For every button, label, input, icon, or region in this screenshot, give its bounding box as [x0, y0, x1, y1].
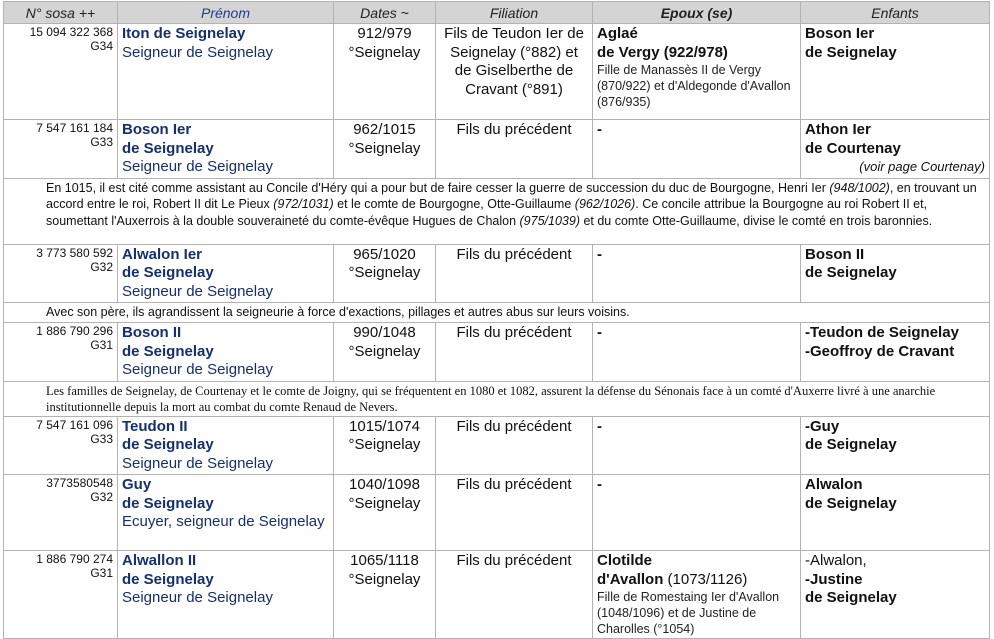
generation: G33	[90, 135, 113, 149]
person-name-2: de Seignelay	[122, 436, 214, 453]
spouse-cell	[593, 475, 801, 551]
person-name: Guy	[122, 476, 152, 493]
child-name: de Seignelay	[805, 436, 897, 453]
children-cell	[801, 120, 990, 179]
header-sosa: N° sosa ++	[4, 2, 118, 24]
historical-note: Avec son père, ils agrandissent la seigneurie à force d'exactions, pillages et autres abus sur leurs voisins.	[4, 303, 990, 323]
filiation-cell: Fils du précédent	[436, 120, 593, 179]
spouse-family: d'Avallon	[597, 570, 664, 588]
person-name-2: de Seignelay	[122, 342, 214, 360]
generation: G33	[90, 431, 113, 446]
name-cell	[118, 416, 334, 475]
person-name: Teudon II	[122, 417, 188, 435]
person-title: Ecuyer, seigneur de Seignelay	[122, 513, 325, 530]
spouse-parents: Fille de Manassès II de Vergy (870/922) et d'Aldegonde d'Avallon (876/935)	[597, 63, 791, 109]
spouse-name: -	[597, 417, 602, 435]
person-name-2: de Seignelay	[122, 264, 214, 281]
person-name-2: de Seignelay	[122, 494, 214, 512]
historical-note: Les familles de Seignelay, de Courtenay et le comte de Joigny, qui se fréquentent en 1080 et 1082, assurent la défense du Sénonais face à un comté d'Auxerre livré à une anarchie institutionnelle depuis la mort au combat du comte Renaud de Nevers.	[4, 381, 990, 416]
spouse-name: -	[597, 324, 602, 341]
spouse-dates: (922/978)	[659, 43, 728, 61]
sosa-cell	[4, 244, 118, 303]
sosa-number: 3 773 580 592	[36, 245, 113, 260]
name-cell	[118, 323, 334, 382]
spouse-name: -	[597, 245, 602, 263]
spouse-cell	[593, 24, 801, 120]
birth-place: °Seignelay	[348, 436, 421, 453]
person-name: Alwalon Ier	[122, 245, 203, 263]
child-name: Athon Ier	[805, 121, 871, 138]
header-filiation: Filiation	[436, 2, 593, 24]
life-dates: 1015/1074	[349, 417, 420, 435]
person-title: Seigneur de Seignelay	[122, 43, 273, 61]
children-cell	[801, 551, 990, 639]
spouse-dates: (1073/1126)	[663, 570, 748, 588]
life-dates: 990/1048	[353, 324, 416, 341]
person-name-2: de Seignelay	[122, 139, 214, 157]
spouse-family: de Vergy	[597, 43, 660, 61]
historical-note: En 1015, il est cité comme assistant au Concile d'Héry qui a pour but de faire cesser la guerre de succession du duc de Bourgogne, Henri Ier (948/1002), en trouvant un accord entre le roi, Robert II dit Le Pieux (972/1031) et le comte de Bourgogne, Otte-Guillaume (962/1026). Ce concile attribue la Bourgogne au roi Robert II et, soumettant l'Auxerrois à la double souveraineté du comte-évêque Hugues de Chalon (975/1039) et du comte Otte-Guillaume, divise le comté en trois baronnies.	[4, 178, 990, 244]
child-name: -Guy	[805, 417, 840, 435]
life-dates: 965/1020	[353, 245, 416, 263]
spouse-cell	[593, 323, 801, 382]
child-name: -Justine	[805, 570, 863, 588]
person-name: Boson II	[122, 324, 182, 341]
person-title: Seigneur de Seignelay	[122, 589, 273, 606]
person-name: Alwallon II	[122, 552, 197, 569]
sosa-cell	[4, 416, 118, 475]
child-name-plain: -Alwalon,	[805, 552, 867, 569]
dates-cell	[334, 244, 436, 303]
children-cell	[801, 416, 990, 475]
table-row	[4, 475, 990, 551]
birth-place: °Seignelay	[348, 570, 421, 588]
children-cell	[801, 475, 990, 551]
spouse-name: Clotilde	[597, 552, 652, 569]
person-name: Boson Ier	[122, 121, 192, 138]
child-name: -Teudon de Seignelay	[805, 324, 959, 341]
table-row	[4, 323, 990, 382]
child-name: Alwalon	[805, 476, 863, 493]
child-name: Boson II	[805, 245, 865, 263]
child-name: de Seignelay	[805, 43, 897, 61]
header-dates: Dates ~	[334, 2, 436, 24]
spouse-cell	[593, 120, 801, 179]
sosa-number: 15 094 322 368	[29, 25, 113, 39]
person-name-2: de Seignelay	[122, 570, 214, 588]
name-cell	[118, 120, 334, 179]
person-title: Seigneur de Seignelay	[122, 282, 273, 300]
filiation-cell: Fils du précédent	[436, 551, 593, 639]
filiation-cell: Fils du précédent	[436, 475, 593, 551]
note-row	[4, 381, 990, 416]
dates-cell	[334, 24, 436, 120]
birth-place: °Seignelay	[348, 139, 421, 157]
child-name: de Courtenay	[805, 139, 901, 157]
birth-place: °Seignelay	[348, 342, 421, 360]
dates-cell	[334, 551, 436, 639]
page-reference: (voir page Courtenay)	[859, 159, 985, 174]
note-row	[4, 178, 990, 244]
filiation-cell: Fils du précédent	[436, 323, 593, 382]
child-name: de Seignelay	[805, 589, 897, 606]
sosa-number: 1 886 790 274	[36, 552, 113, 566]
dates-cell	[334, 416, 436, 475]
sosa-cell	[4, 323, 118, 382]
generation: G34	[90, 39, 113, 53]
generation: G32	[90, 490, 113, 504]
birth-place: °Seignelay	[348, 264, 421, 281]
generation: G32	[90, 259, 113, 274]
life-dates: 912/979	[357, 25, 412, 42]
person-name: Iton de Seignelay	[122, 25, 246, 42]
life-dates: 1040/1098	[349, 476, 420, 493]
header-epoux: Epoux (se)	[593, 2, 801, 24]
table-row	[4, 24, 990, 120]
spouse-cell	[593, 551, 801, 639]
name-cell	[118, 244, 334, 303]
spouse-name: -	[597, 476, 602, 493]
life-dates: 962/1015	[353, 121, 416, 138]
spouse-name: -	[597, 121, 602, 138]
generation: G31	[90, 338, 113, 352]
dates-cell	[334, 120, 436, 179]
birth-place: °Seignelay	[348, 494, 421, 512]
sosa-number: 1 886 790 296	[36, 324, 113, 338]
table-row	[4, 120, 990, 179]
sosa-cell	[4, 551, 118, 639]
sosa-number: 7 547 161 184	[36, 121, 113, 135]
child-name: de Seignelay	[805, 264, 897, 281]
spouse-parents: Fille de Romestaing Ier d'Avallon (1048/1096) et de Justine de Charolles (°1054)	[597, 590, 780, 636]
genealogy-table	[3, 1, 990, 639]
child-name: de Seignelay	[805, 494, 897, 512]
children-cell	[801, 24, 990, 120]
name-cell	[118, 24, 334, 120]
table-row	[4, 551, 990, 639]
children-cell	[801, 244, 990, 303]
spouse-cell	[593, 416, 801, 475]
filiation-cell: Fils du précédent	[436, 244, 593, 303]
generation: G31	[90, 566, 113, 580]
sosa-cell	[4, 120, 118, 179]
person-title: Seigneur de Seignelay	[122, 454, 273, 472]
sosa-cell	[4, 24, 118, 120]
name-cell	[118, 475, 334, 551]
person-title: Seigneur de Seignelay	[122, 158, 273, 175]
filiation-cell: Fils de Teudon Ier de Seignelay (°882) et de Giselberthe de Cravant (°891)	[436, 24, 593, 120]
note-row	[4, 303, 990, 323]
table-row	[4, 244, 990, 303]
child-name: -Geoffroy de Cravant	[805, 342, 955, 360]
sosa-number: 3773580548	[46, 476, 113, 490]
life-dates: 1065/1118	[350, 552, 419, 569]
birth-place: °Seignelay	[348, 43, 421, 61]
table-row	[4, 416, 990, 475]
sosa-cell	[4, 475, 118, 551]
children-cell	[801, 323, 990, 382]
name-cell	[118, 551, 334, 639]
header-row	[4, 2, 990, 24]
sosa-number: 7 547 161 096	[36, 417, 113, 432]
spouse-cell	[593, 244, 801, 303]
spouse-name: Aglaé	[597, 25, 638, 42]
header-enfants: Enfants	[801, 2, 990, 24]
header-prenom: Prénom	[118, 2, 334, 24]
person-title: Seigneur de Seignelay	[122, 361, 273, 378]
filiation-cell: Fils du précédent	[436, 416, 593, 475]
dates-cell	[334, 323, 436, 382]
child-name: Boson Ier	[805, 25, 875, 42]
dates-cell	[334, 475, 436, 551]
